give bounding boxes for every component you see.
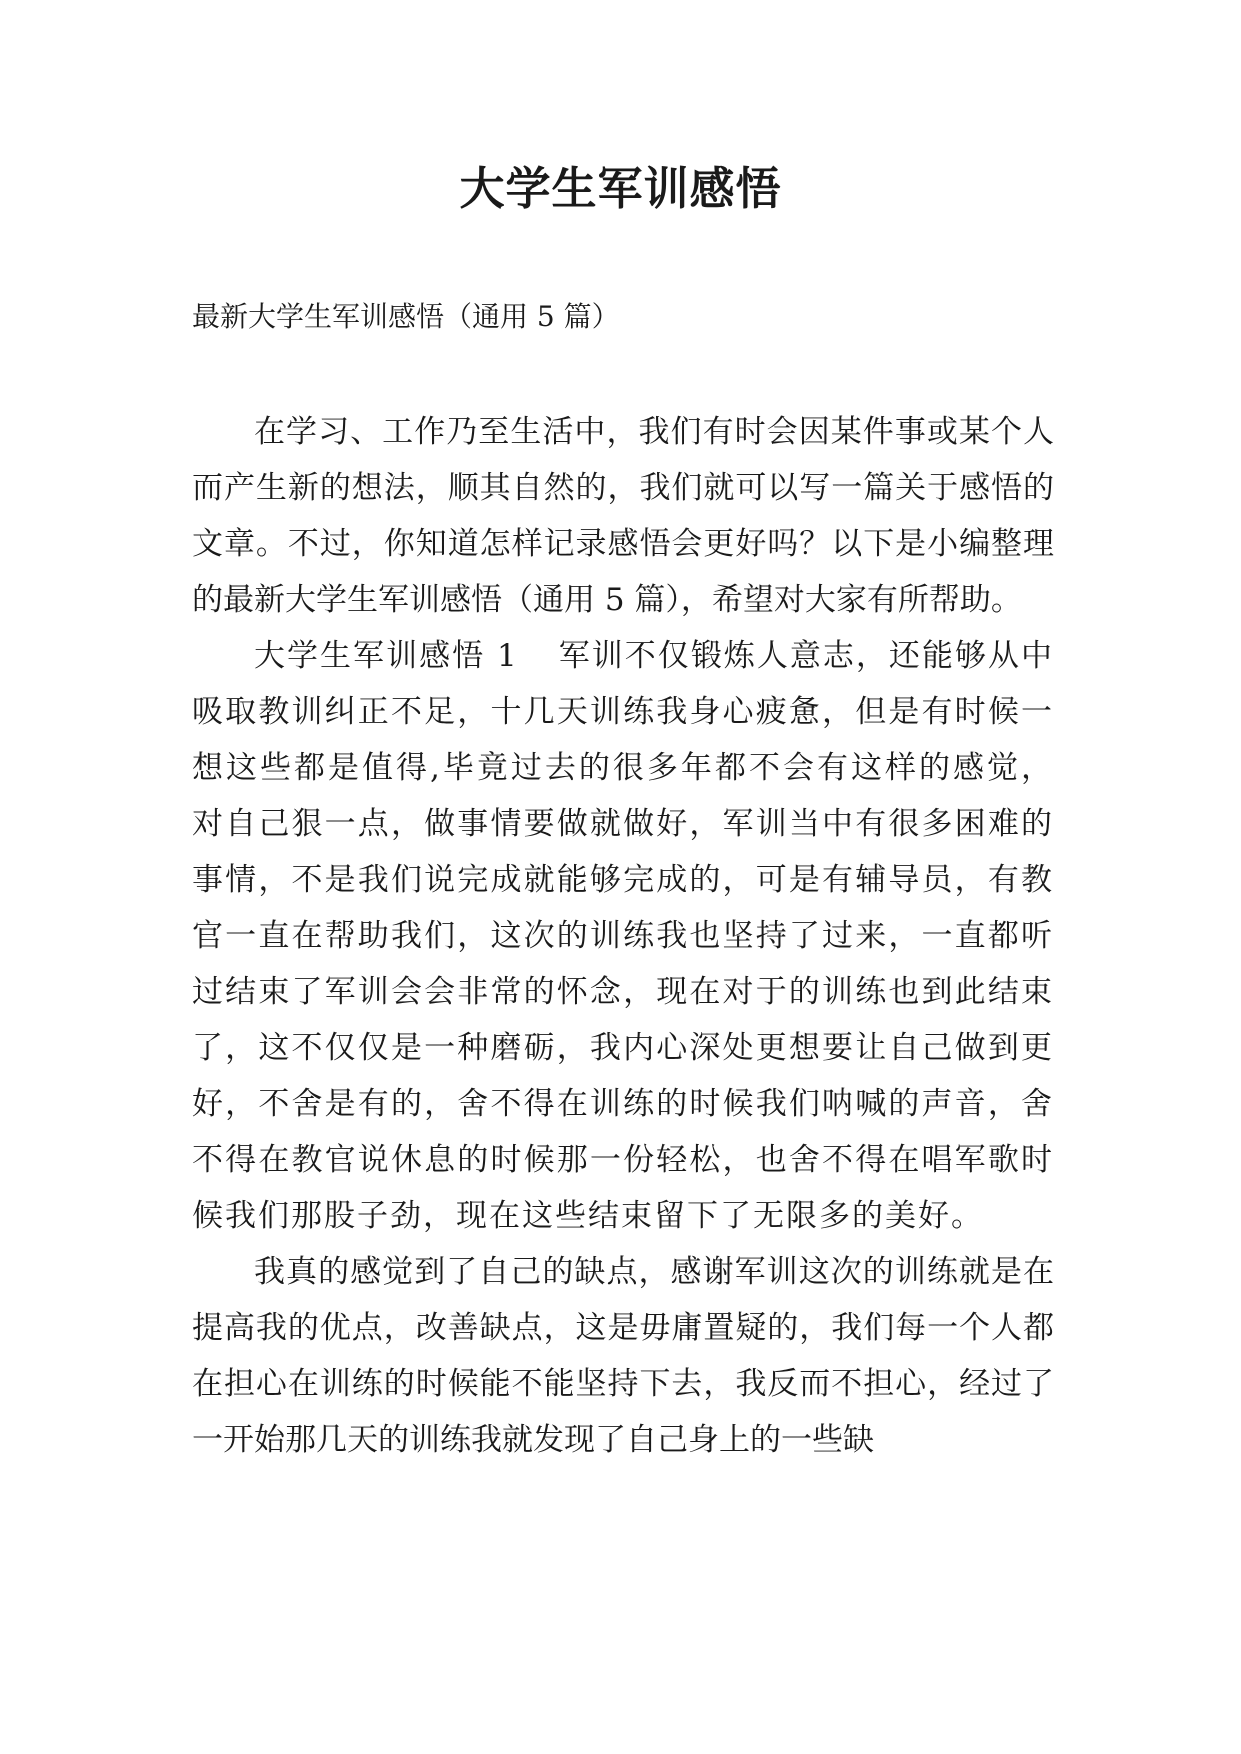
- section-heading: 大学生军训感悟 1: [254, 638, 519, 674]
- paragraph-continuation: 我真的感觉到了自己的缺点，感谢军训这次的训练就是在提高我的优点，改善缺点，这是毋庸置疑的，我们每一个人都在担心在训练的时候能不能坚持下去，我反而不担心，经过了一开始那几天的训练我就发现了自己身上的一些缺: [192, 1254, 1054, 1458]
- paragraph-section-1: [192, 628, 1054, 1244]
- document-body: [192, 404, 1054, 1468]
- document-title: 大学生军训感悟: [459, 162, 782, 215]
- paragraph-text: 军训不仅锻炼人意志，还能够从中吸取教训纠正不足，十几天训练我身心疲惫，但是有时候一想这些都是值得,毕竟过去的很多年都不会有这样的感觉，对自己狠一点，做事情要做就做好，军训当中有很多困难的事情，不是我们说完成就能够完成的，可是有辅导员，有教官一直在帮助我们，这次的训练我也坚持了过来，一直都听过结束了军训会会非常的怀念，现在对于的训练也到此结束了，这不仅仅是一种磨砺，我内心深处更想要让自己做到更好，不舍是有的，舍不得在训练的时候我们呐喊的声音，舍不得在教官说休息的时候那一份轻松，也舍不得在唱军歌时候我们那股子劲，现在这些结束留下了无限多的美好。: [192, 638, 1055, 1234]
- document-subtitle: 最新大学生军训感悟（通用 5 篇）: [192, 300, 620, 333]
- paragraph-intro: 在学习、工作乃至生活中，我们有时会因某件事或某个人而产生新的想法，顺其自然的，我们就可以写一篇关于感悟的文章。不过，你知道怎样记录感悟会更好吗？以下是小编整理的最新大学生军训感悟（通用 5 篇），希望对大家有所帮助。: [192, 414, 1054, 618]
